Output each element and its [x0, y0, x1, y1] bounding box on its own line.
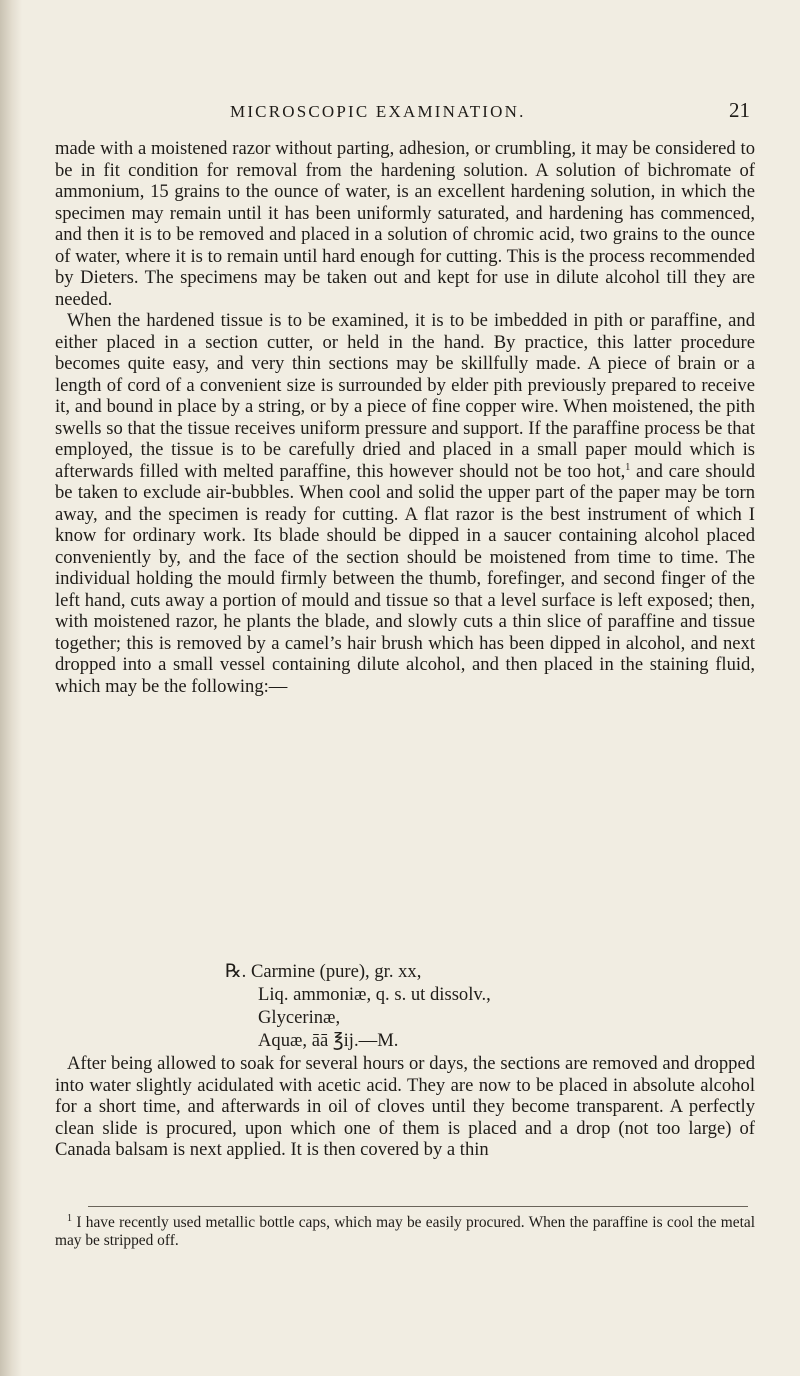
paragraph-1: made with a moistened razor without parting, adhesion, or crumbling, it may be considered to be in fit condition for removal from the hardening solution. A solution of bichromate of ammonium, 15 grains to the ounce of water, is an excellent hardening solution, in which the specimen may remain until it has been uniformly saturated, and hardening has commenced, and then it is to be removed and placed in a solution of chromic acid, two grains to the ounce of water, where it is to remain until hard enough for cutting. This is the process recommended by Dieters. The specimens may be taken out and kept for use in dilute alcohol till they are needed. — [55, 138, 755, 310]
paragraph-3: After being allowed to soak for several hours or days, the sections are removed and dropped into water slightly acidulated with acetic acid. They are now to be placed in absolute alcohol for a short time, and afterwards in oil of cloves until they become transparent. A perfectly clean slide is procured, upon which one of them is placed and a drop (not too large) of Canada balsam is next applied. It is then covered by a thin — [55, 1053, 755, 1161]
page-number: 21 — [729, 98, 750, 122]
recipe-line-water: Aquæ, āā ℥ij.—M. — [258, 1030, 399, 1051]
recipe-line-carmine: ℞. Carmine (pure), gr. xx, — [225, 961, 422, 982]
page-header — [200, 98, 750, 126]
footnote-divider — [88, 1206, 748, 1207]
paragraph-2-part-2: and care should be taken to exclude air-bubbles. When cool and solid the upper part of the paper may be torn away, and the specimen is ready for cutting. A flat razor is the best instrument of which I know for ordinary work. Its blade should be dipped in a saucer containing alcohol placed conveniently by, and the face of the section should be moistened from time to time. The individual holding the mould firmly between the thumb, forefinger, and second finger of the left hand, cuts away a portion of mould and tissue so that a level surface is left exposed; then, with moistened razor, he plants the blade, and slowly cuts a thin slice of paraffine and tissue together; this is removed by a camel’s hair brush which has been dipped in alcohol, and next dropped into a small vessel containing dilute alcohol, and then placed in the staining fluid, which may be the following:— — [55, 460, 755, 697]
page-gutter-shadow — [0, 0, 22, 1376]
recipe-prescription — [225, 960, 745, 1052]
paragraph-2 — [55, 310, 755, 697]
running-head: MICROSCOPIC EXAMINATION. — [230, 102, 526, 121]
recipe-line-ammonia: Liq. ammoniæ, q. s. ut dissolv., — [258, 984, 491, 1005]
footnote-text: I have recently used metallic bottle caps, which may be easily procured. When the paraffine is cool the metal may be stripped off. — [55, 1214, 755, 1249]
footnote-marker: 1 — [67, 1212, 72, 1224]
footnote — [55, 1214, 755, 1250]
body-text-continued — [55, 1053, 755, 1161]
paragraph-2-part-1: When the hardened tissue is to be examined, it is to be imbedded in pith or paraffine, and either placed in a section cutter, or held in the hand. By practice, this latter procedure becomes quite easy, and very thin sections may be skillfully made. A piece of brain or a length of cord of a convenient size is surrounded by elder pith previously prepared to receive it, and bound in place by a string, or by a piece of fine copper wire. When moistened, the pith swells so that the tissue receives uniform pressure and support. If the paraffine process be that employed, the tissue is to be carefully dried and placed in a small paper mould which is afterwards filled with melted paraffine, this however should not be too hot, — [55, 310, 755, 482]
body-text — [55, 138, 755, 697]
recipe-line-glycerine: Glycerinæ, — [258, 1007, 341, 1028]
footnote-reference: 1 — [625, 461, 631, 473]
